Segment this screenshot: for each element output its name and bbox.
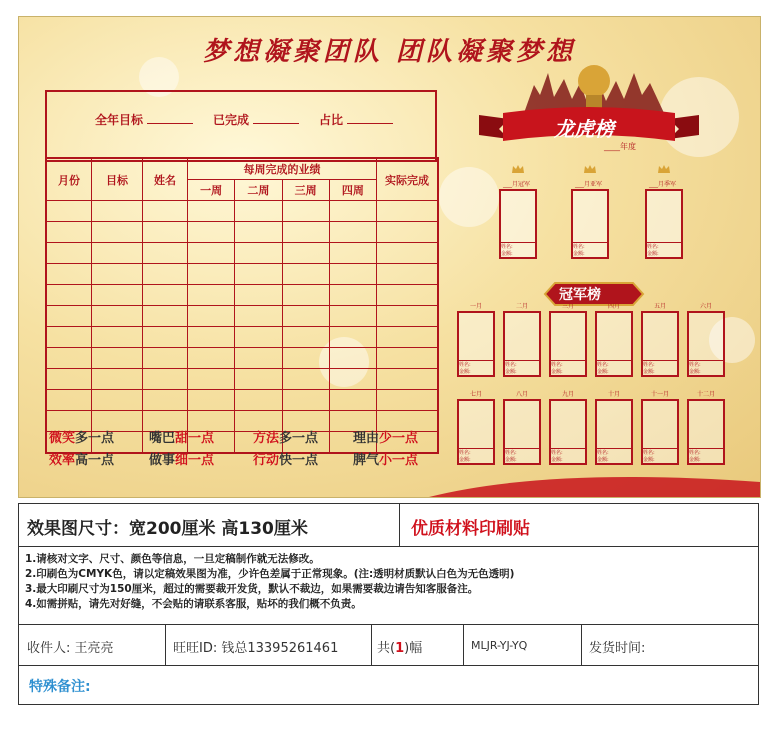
table-cell — [377, 327, 439, 348]
month-photo-frame: 姓名: 金额: — [503, 399, 541, 465]
table-cell — [235, 306, 282, 327]
table-cell — [329, 222, 376, 243]
table-cell — [188, 264, 235, 285]
winner-title: ___月季军 — [649, 181, 677, 188]
col-goal: 目标 — [92, 158, 143, 201]
table-cell — [235, 243, 282, 264]
table-cell — [143, 390, 188, 411]
table-cell — [235, 348, 282, 369]
table-cell — [235, 285, 282, 306]
col-week-1: 一周 — [188, 180, 235, 201]
table-cell — [92, 243, 143, 264]
table-cell — [46, 327, 92, 348]
slogan: 微笑多一点 — [49, 431, 115, 446]
table-cell — [235, 222, 282, 243]
ratio-label: 占比 — [319, 111, 393, 128]
table-row — [46, 327, 438, 348]
wangwang-id: 旺旺ID: 钱总13395261461 — [173, 641, 339, 656]
month-photo-frame: 姓名: 金额: — [457, 311, 495, 377]
table-cell — [92, 201, 143, 222]
table-cell — [377, 243, 439, 264]
table-cell — [92, 222, 143, 243]
month-label: 十月 — [607, 391, 620, 398]
col-week-4: 四周 — [329, 180, 376, 201]
table-cell — [46, 390, 92, 411]
table-cell — [235, 327, 282, 348]
table-cell — [92, 285, 143, 306]
month-label: 十一月 — [650, 391, 669, 398]
table-cell — [188, 306, 235, 327]
table-cell — [46, 348, 92, 369]
table-cell — [92, 369, 143, 390]
table-cell — [235, 201, 282, 222]
month-photo-frame: 姓名: 金额: — [641, 311, 679, 377]
table-cell — [282, 201, 329, 222]
champion-badge-label: 冠军榜 — [559, 287, 601, 303]
table-cell — [92, 306, 143, 327]
col-week-2: 二周 — [235, 180, 282, 201]
table-cell — [329, 390, 376, 411]
table-cell — [282, 243, 329, 264]
slogan: 脾气小一点 — [353, 453, 419, 468]
poster-title: 梦想凝聚团队 团队凝聚梦想 — [202, 37, 577, 67]
table-cell — [188, 285, 235, 306]
table-row — [46, 222, 438, 243]
month-label: 五月 — [653, 303, 666, 310]
table-cell — [143, 222, 188, 243]
table-cell — [282, 222, 329, 243]
annual-target-label: 全年目标 — [95, 111, 193, 128]
ship-time: 发货时间: — [589, 641, 646, 656]
month-label: 八月 — [515, 391, 528, 398]
col-name: 姓名 — [143, 158, 188, 201]
table-row — [46, 369, 438, 390]
poster-preview — [18, 16, 761, 498]
table-cell — [235, 369, 282, 390]
table-cell — [282, 306, 329, 327]
table-cell — [329, 306, 376, 327]
crown-icon — [658, 165, 670, 173]
table-cell — [46, 201, 92, 222]
table-cell — [329, 201, 376, 222]
table-cell — [377, 306, 439, 327]
table-cell — [235, 390, 282, 411]
month-label: 四月 — [607, 303, 620, 310]
table-cell — [282, 285, 329, 306]
table-row — [46, 390, 438, 411]
completed-label: 已完成 — [213, 111, 299, 128]
table-cell — [377, 369, 439, 390]
month-photo-frame: 姓名: 金额: — [457, 399, 495, 465]
month-label: 七月 — [469, 391, 482, 398]
slogan: 行动快一点 — [253, 453, 319, 468]
table-cell — [235, 264, 282, 285]
table-cell — [282, 369, 329, 390]
order-info-panel — [18, 503, 759, 705]
special-remarks: 特殊备注: — [29, 679, 91, 695]
piece-count: 共(1)幅 — [377, 641, 423, 656]
table-cell — [46, 264, 92, 285]
slogan: 嘴巴甜一点 — [149, 431, 215, 446]
table-cell — [188, 243, 235, 264]
table-cell — [143, 243, 188, 264]
table-cell — [143, 285, 188, 306]
table-cell — [143, 369, 188, 390]
table-cell — [282, 348, 329, 369]
table-cell — [188, 201, 235, 222]
table-cell — [377, 348, 439, 369]
slogan: 效率高一点 — [49, 453, 115, 468]
col-week-3: 三周 — [282, 180, 329, 201]
table-row — [46, 306, 438, 327]
slogan: 理由少一点 — [353, 431, 419, 446]
table-cell — [329, 348, 376, 369]
ribbon-title: 龙虎榜 — [554, 117, 614, 141]
note-2: 2.印刷色为CMYK色，请以定稿效果图为准，少许色差属于正常现象。(注:透明材质默认白色为无色透明) — [25, 568, 515, 580]
table-cell — [329, 243, 376, 264]
table-cell — [377, 390, 439, 411]
month-label: 二月 — [515, 303, 528, 310]
table-cell — [46, 222, 92, 243]
table-cell — [188, 369, 235, 390]
table-cell — [377, 285, 439, 306]
table-cell — [188, 327, 235, 348]
table-cell — [92, 348, 143, 369]
table-cell — [377, 222, 439, 243]
table-cell — [143, 306, 188, 327]
table-cell — [143, 201, 188, 222]
table-cell — [188, 222, 235, 243]
table-cell — [46, 369, 92, 390]
table-cell — [282, 264, 329, 285]
winner-photo-frame: 姓名: 金额: — [645, 189, 683, 259]
table-cell — [282, 390, 329, 411]
table-cell — [188, 348, 235, 369]
month-photo-frame: 姓名: 金额: — [687, 399, 725, 465]
month-label: 六月 — [699, 303, 712, 310]
note-3: 3.最大印刷尺寸为150厘米，超过的需要裁开发货，默认不裁边，如果需要裁边请告知客服备注。 — [25, 583, 479, 595]
table-cell — [46, 285, 92, 306]
col-weekly: 每周完成的业绩 — [188, 158, 377, 180]
table-cell — [143, 327, 188, 348]
annual-target-box — [45, 90, 437, 162]
month-photo-frame: 姓名: 金额: — [595, 311, 633, 377]
order-notes — [25, 552, 514, 612]
table-cell — [143, 348, 188, 369]
month-photo-frame: 姓名: 金额: — [641, 399, 679, 465]
month-photo-frame: 姓名: 金额: — [595, 399, 633, 465]
product-code: MLJR-YJ-YQ — [471, 639, 528, 652]
table-cell — [377, 264, 439, 285]
ribbon-year: ____年度 — [604, 142, 636, 151]
winner-photo-frame: 姓名: 金额: — [571, 189, 609, 259]
performance-table — [45, 157, 439, 454]
month-photo-frame: 姓名: 金额: — [549, 311, 587, 377]
month-photo-frame: 姓名: 金额: — [503, 311, 541, 377]
slogans — [49, 427, 449, 471]
table-cell — [92, 264, 143, 285]
slogan: 做事细一点 — [149, 453, 215, 468]
table-row — [46, 201, 438, 222]
note-1: 1.请核对文字、尺寸、颜色等信息，一旦定稿制作就无法修改。 — [25, 553, 320, 565]
ribbon-swoosh — [429, 472, 760, 497]
table-cell — [377, 201, 439, 222]
table-cell — [143, 264, 188, 285]
material-label: 优质材料印刷贴 — [411, 519, 530, 539]
month-photo-frame: 姓名: 金额: — [687, 311, 725, 377]
crown-icon — [512, 165, 524, 173]
table-cell — [329, 369, 376, 390]
table-row — [46, 285, 438, 306]
crown-icon — [584, 165, 596, 173]
month-label: 一月 — [469, 303, 482, 310]
table-cell — [282, 327, 329, 348]
table-cell — [46, 306, 92, 327]
winner-photo-frame: 姓名: 金额: — [499, 189, 537, 259]
col-actual: 实际完成 — [377, 158, 439, 201]
month-label: 九月 — [561, 391, 574, 398]
slogan: 方法多一点 — [253, 431, 319, 446]
month-photo-frame: 姓名: 金额: — [549, 399, 587, 465]
col-month: 月份 — [46, 158, 92, 201]
table-cell — [329, 285, 376, 306]
table-cell — [92, 390, 143, 411]
table-cell — [92, 327, 143, 348]
recipient: 收件人: 王亮亮 — [27, 641, 114, 656]
month-label: 十二月 — [696, 391, 715, 398]
table-row — [46, 348, 438, 369]
winner-title: ___月亚军 — [575, 181, 603, 188]
print-size: 效果图尺寸：宽200厘米 高130厘米 — [27, 519, 308, 539]
month-label: 三月 — [561, 303, 574, 310]
table-cell — [188, 390, 235, 411]
table-cell — [329, 264, 376, 285]
winner-title: ___月冠军 — [503, 181, 531, 188]
table-row — [46, 264, 438, 285]
table-cell — [329, 327, 376, 348]
table-row — [46, 243, 438, 264]
note-4: 4.如需拼贴，请先对好缝，不会贴的请联系客服，贴坏的我们概不负责。 — [25, 598, 362, 610]
table-cell — [46, 243, 92, 264]
